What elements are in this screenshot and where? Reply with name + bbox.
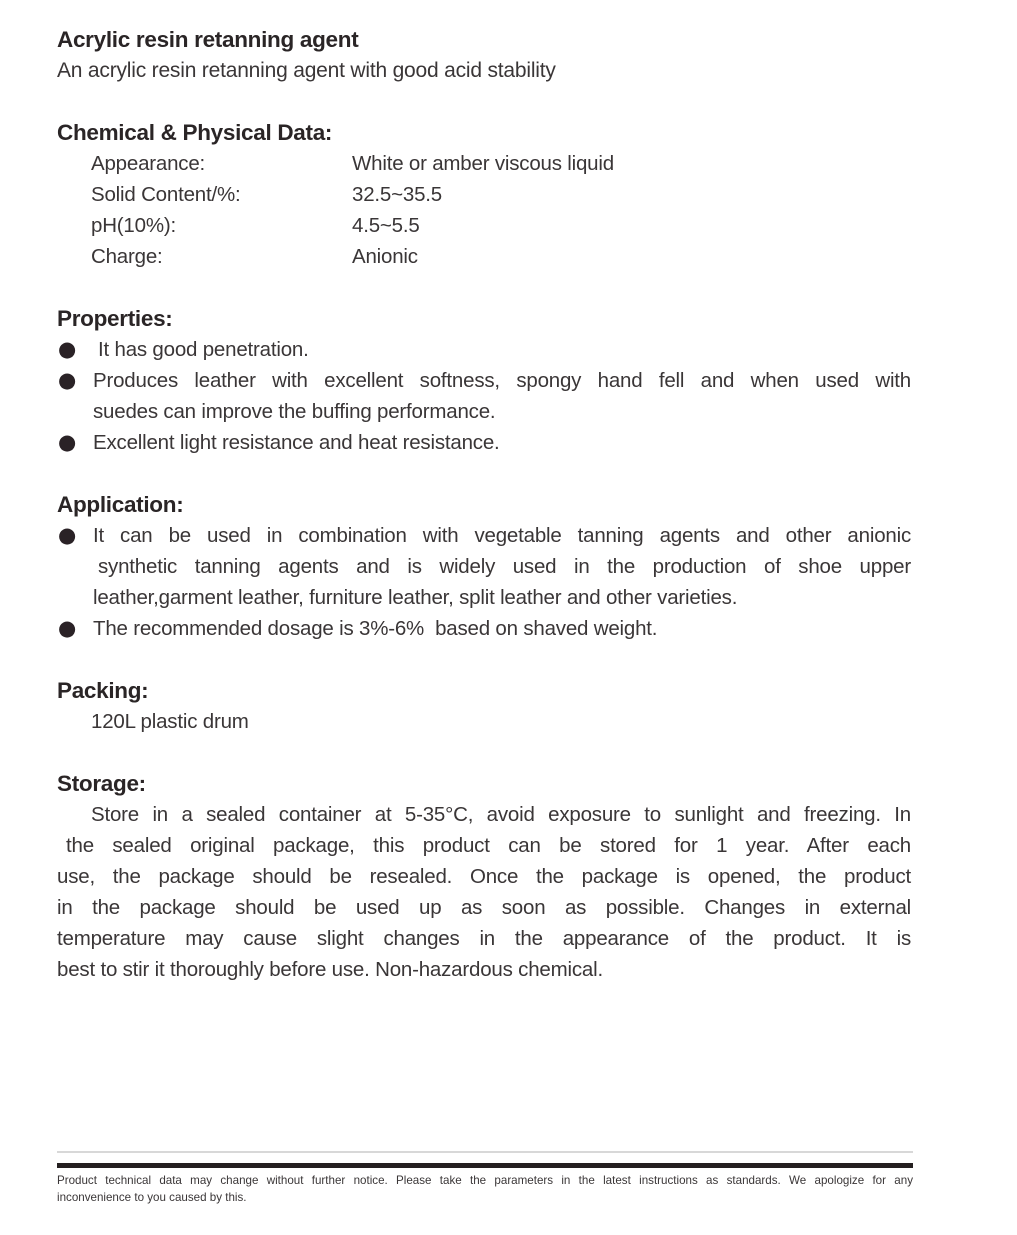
- spacer: [57, 458, 911, 489]
- storage-line: Store in a sealed container at 5-35°C, avoid exposure to sunlight and freezing. In: [91, 803, 911, 826]
- storage-line: the sealed original package, this product can be stored for 1 year. After each: [66, 834, 911, 857]
- bullet-icon: ●: [58, 616, 77, 640]
- section-heading-application: Application:: [57, 492, 184, 517]
- document-body: [57, 24, 911, 985]
- bullet-icon: ●: [58, 430, 77, 454]
- bullet-icon: ●: [58, 368, 77, 392]
- list-item: [57, 613, 911, 644]
- footer-note-line: Product technical data may change without further notice. Please take the parameters in the latest instructions as standards. We apologize for any: [57, 1174, 913, 1187]
- list-item: [57, 427, 911, 458]
- table-row: [91, 148, 911, 179]
- bullet-text: suedes can improve the buffing performance.: [93, 400, 496, 423]
- bullet-text: Produces leather with excellent softness, spongy hand fell and when used with: [93, 369, 911, 392]
- spacer: [57, 86, 911, 117]
- storage-line: temperature may cause slight changes in the appearance of the product. It is: [57, 927, 911, 950]
- spacer: [57, 272, 911, 303]
- chem-value-appearance: White or amber viscous liquid: [352, 152, 614, 175]
- storage-paragraph: [57, 799, 911, 985]
- storage-line: use, the package should be resealed. Once the package is opened, the product: [57, 865, 911, 888]
- list-item: [57, 334, 911, 365]
- bullet-text: synthetic tanning agents and is widely used in the production of shoe upper: [98, 555, 911, 578]
- footer-note-line: inconvenience to you caused by this.: [57, 1190, 247, 1204]
- chem-value-ph: 4.5~5.5: [352, 214, 420, 237]
- chem-label-charge: Charge:: [91, 245, 163, 268]
- footer-hairline-divider: [57, 1151, 913, 1153]
- section-heading-properties: Properties:: [57, 306, 173, 331]
- bullet-icon: ●: [58, 337, 77, 361]
- list-item: [57, 365, 911, 427]
- table-row: [91, 241, 911, 272]
- storage-line: in the package should be used up as soon as possible. Changes in external: [57, 896, 911, 919]
- chem-value-solid-content: 32.5~35.5: [352, 183, 442, 206]
- packing-text: 120L plastic drum: [91, 710, 249, 733]
- list-item: [57, 520, 911, 613]
- storage-line: best to stir it thoroughly before use. Non-hazardous chemical.: [57, 958, 603, 981]
- section-heading-chemical-physical-data: Chemical & Physical Data:: [57, 120, 333, 145]
- bullet-text: Excellent light resistance and heat resistance.: [93, 431, 500, 454]
- spacer: [57, 644, 911, 675]
- page-subtitle: An acrylic resin retanning agent with good acid stability: [57, 59, 556, 82]
- bullet-text: It can be used in combination with vegetable tanning agents and other anionic: [93, 524, 911, 547]
- table-row: [91, 179, 911, 210]
- footer-rule-divider: [57, 1163, 913, 1168]
- chem-label-ph: pH(10%):: [91, 214, 176, 237]
- page-title: Acrylic resin retanning agent: [57, 27, 359, 52]
- bullet-text: The recommended dosage is 3%-6% based on shaved weight.: [93, 617, 658, 640]
- bullet-icon: ●: [58, 523, 77, 547]
- footer-note: [57, 1173, 913, 1206]
- table-row: [91, 210, 911, 241]
- chem-label-appearance: Appearance:: [91, 152, 206, 175]
- chemical-data-table: [57, 148, 911, 272]
- spacer: [57, 737, 911, 768]
- section-heading-packing: Packing:: [57, 678, 149, 703]
- chem-value-charge: Anionic: [352, 245, 418, 268]
- bullet-text: leather,garment leather, furniture leather, split leather and other varieties.: [93, 586, 738, 609]
- section-heading-storage: Storage:: [57, 771, 146, 796]
- chem-label-solid-content: Solid Content/%:: [91, 183, 241, 206]
- bullet-text: It has good penetration.: [98, 338, 309, 361]
